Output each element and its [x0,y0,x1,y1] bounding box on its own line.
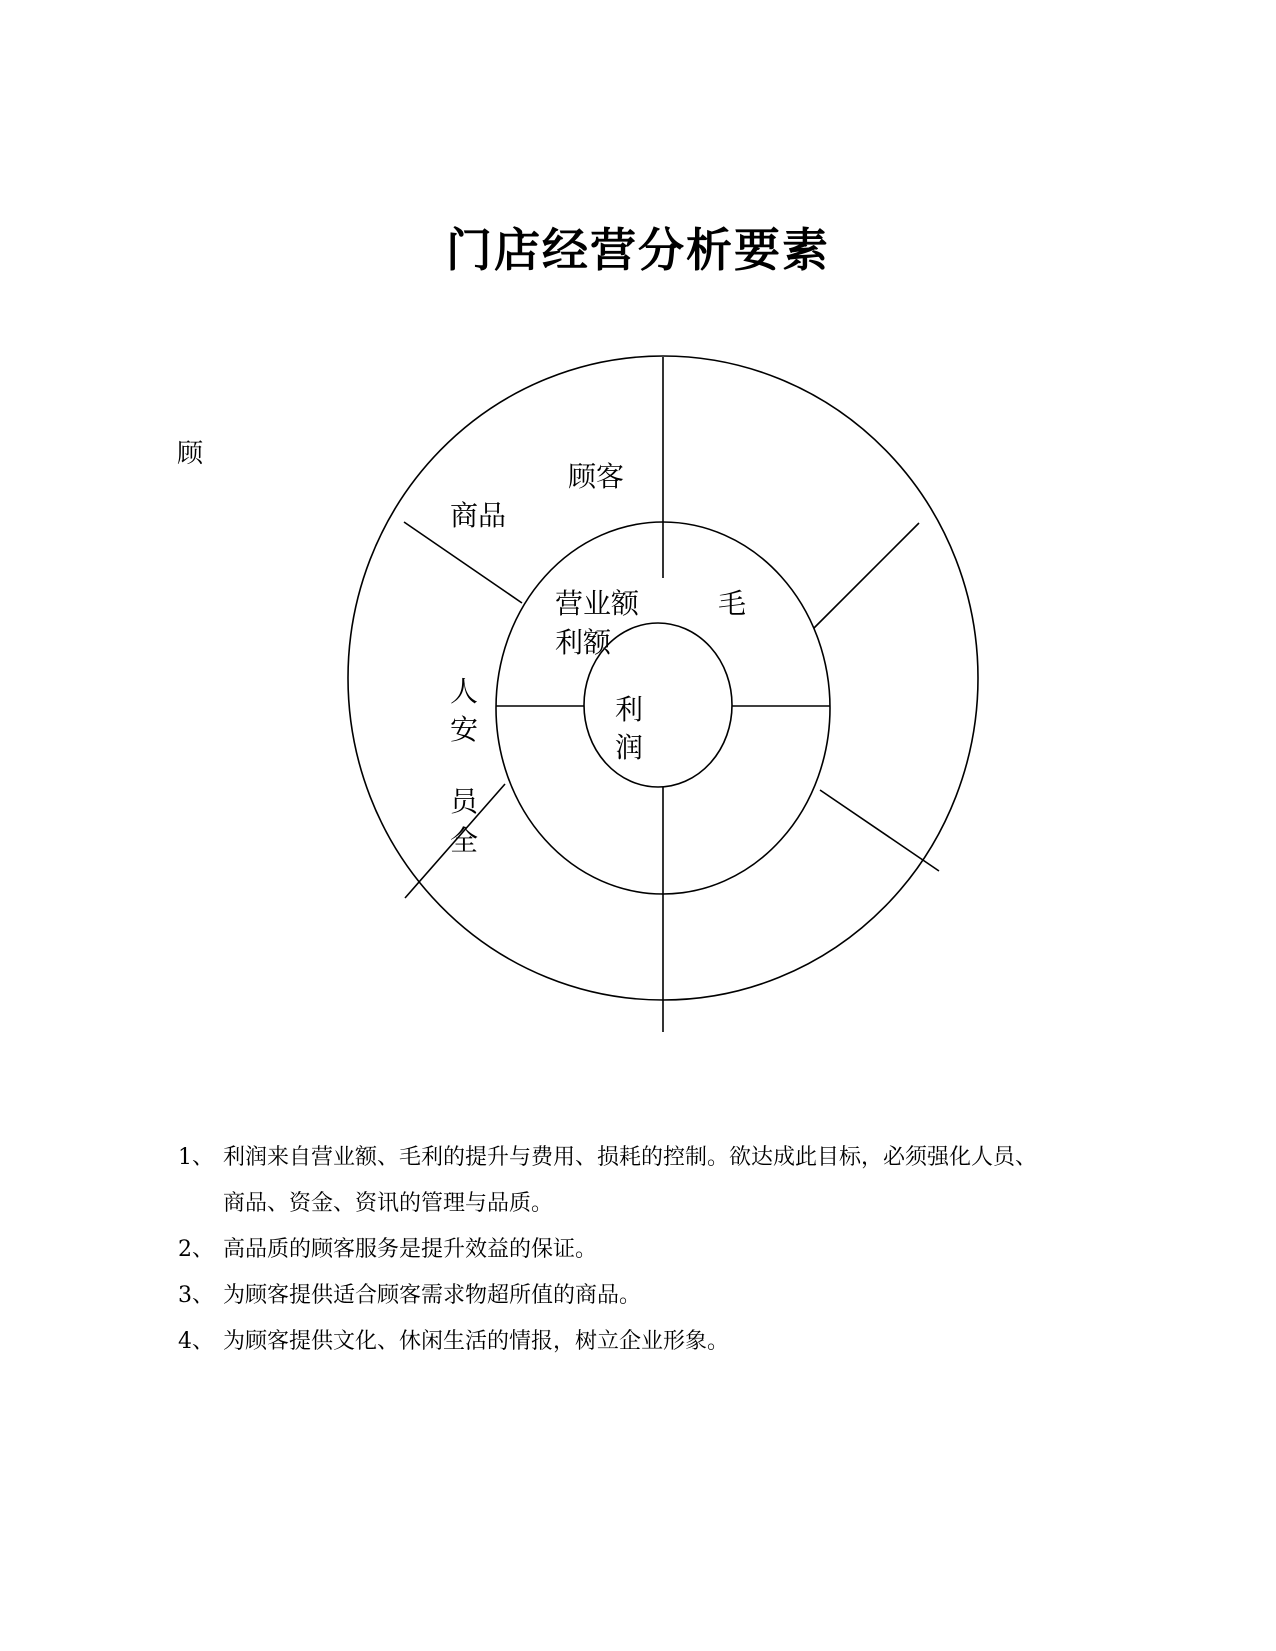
notes-list [178,1135,1058,1365]
divider-upper-left [404,522,522,603]
note-text: 为顾客提供适合顾客需求物超所值的商品。 [223,1283,642,1308]
label-safety-2: 全 [450,824,479,857]
divider-lower-right [820,790,939,871]
note-item [178,1135,1058,1227]
label-gross-profit-head: 毛 [718,587,747,620]
note-item [178,1227,1058,1273]
label-customer: 顾客 [568,460,625,493]
note-text: 高品质的顾客服务是提升效益的保证。 [223,1237,598,1262]
margin-character: 顾 [177,439,204,469]
label-gross-profit-tail: 利额 [555,626,612,659]
label-profit-2: 润 [615,731,644,764]
note-number: 4、 [178,1329,214,1354]
note-number: 3、 [178,1283,214,1308]
label-personnel-2: 员 [450,785,479,818]
label-goods: 商品 [450,499,507,532]
divider-upper-right [814,523,919,628]
note-item [178,1273,1058,1319]
label-revenue: 营业额 [555,587,640,620]
note-number: 1、 [178,1145,214,1170]
label-personnel-1: 人 [450,675,479,708]
note-text: 为顾客提供文化、休闲生活的情报，树立企业形象。 [223,1329,730,1354]
note-text: 利润来自营业额、毛利的提升与费用、损耗的控制。欲达成此目标，必须强化人员、商品、资金、资讯的管理与品质。 [223,1145,1038,1216]
label-profit-1: 利 [615,693,644,726]
label-safety-1: 安 [450,713,479,746]
note-item [178,1319,1058,1365]
note-number: 2、 [178,1237,214,1262]
page-title: 门店经营分析要素 [446,223,830,277]
